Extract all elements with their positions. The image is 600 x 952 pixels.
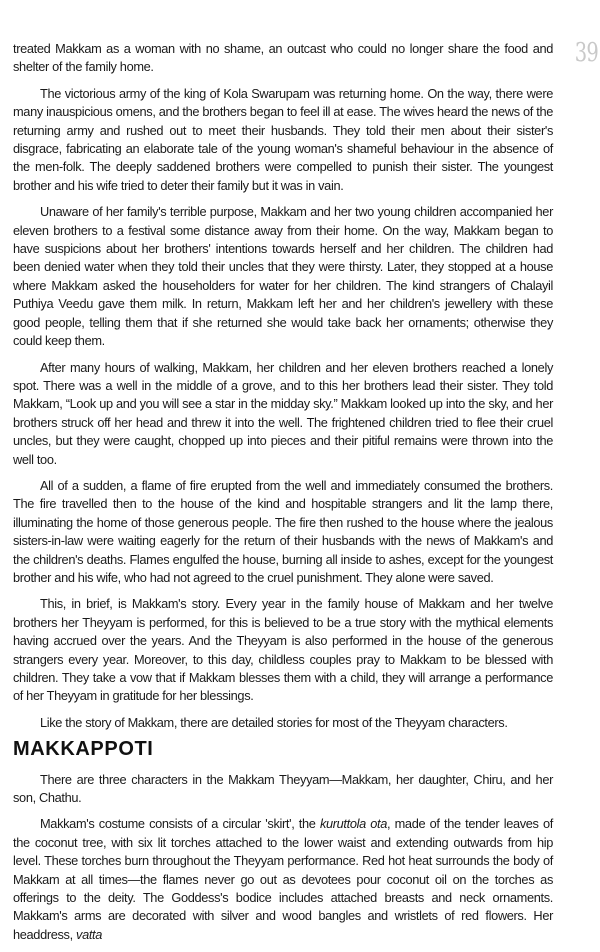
text-run: Makkam's costume consists of a circular 'skirt', the xyxy=(40,816,320,832)
paragraph: Unaware of her family's terrible purpose, Makkam and her two young children accompanied her eleven brothers to a festival some distance away from their home. On the way, Makkam began to have suspicions about her brothers' intentions towards herself and her children. The children had been denied water when they told their uncles that they were thirsty. Later, they stopped at a house where Makkam asked the householders for water for her children. The kind strangers of Chalayil Puthiya Veedu gave them milk. In return, Makkam left her and her children's jewellery with these good people, telling them that if she returned she would take back her ornaments; otherwise they could keep them. xyxy=(13,204,553,349)
italic-term: vatta xyxy=(76,926,103,942)
paragraph: The victorious army of the king of Kola Swarupam was returning home. On the way, there were many inauspicious omens, and the brothers began to feel ill at ease. The wives heard the news of the returning army and rushed out to meet their husbands. They told their men about their sister's disgrace, fabricating an elaborate tale of the young woman's shameful behaviour in the absence of the men-folk. The deeply saddened brothers were compelled to punish their sister. The youngest brother and his wife tried to deter their family but it was in vain. xyxy=(13,85,553,193)
italic-term: kuruttola ota xyxy=(319,816,388,832)
section-heading: MAKKAPPOTI xyxy=(13,738,154,761)
paragraph: This, in brief, is Makkam's story. Every year in the family house of Makkam and her twelve brothers her Theyyam is performed, for this is believed to be a true story with the mythical elements having accrued over the years. And the Theyyam is also performed in the house of the generous strangers every year. Moreover, to this day, childless couples pray to Makkam to be blessed with children. They take a vow that if Makkam blesses them with a child, they will arrange a performance of her Theyyam in gratitude for her blessings. xyxy=(13,596,553,704)
paragraph: Like the story of Makkam, there are detailed stories for most of the Theyyam characters. xyxy=(40,714,508,730)
paragraph: treated Makkam as a woman with no shame, an outcast who could no longer share the food and shelter of the family home. xyxy=(13,41,553,75)
page-number: 39 xyxy=(574,38,598,68)
body-text xyxy=(13,40,553,952)
paragraph: After many hours of walking, Makkam, her children and her eleven brothers reached a lonely spot. There was a well in the middle of a grove, and to this her brothers lead their sister. They told Makkam, “Look up and you will see a star in the midday sky.” Makkam looked up into the sky, and her brothers struck off her head and threw it into the well. The frightened children tried to flee their cruel uncles, but they were caught, chopped up into pieces and their pitiful remains were thrown into the well too. xyxy=(13,359,553,467)
text-run: , made of the tender leaves of the coconut tree, with six lit torches attached to the lower waist and extending outwards from hip level. These torches burn throughout the Theyyam performance. Red hot heat surrounds the body of Makkam at all times—the flames never go out as devotees pour coconut oil on the torches as offerings to the deity. The Goddess's bodice includes attached breasts and neck ornaments. Makkam's arms are decorated with silver and wood bangles and wristlets of red flowers. Her headdress, xyxy=(13,816,553,942)
paragraph: All of a sudden, a flame of fire erupted from the well and immediately consumed the brothers. The fire travelled then to the house of the kind and hospitable strangers and lit the lamp there, illuminating the home of those generous people. The fire then rushed to the house where the jealous sisters-in-law were waiting eagerly for the return of their husbands with the news of Makkam's and the children's deaths. Flames engulfed the house, burning all inside to ashes, except for the youngest brother and his wife, who had not agreed to the cruel punishment. They alone were saved. xyxy=(13,477,553,585)
paragraph xyxy=(13,815,553,944)
paragraph: There are three characters in the Makkam Theyyam—Makkam, her daughter, Chiru, and her son, Chathu. xyxy=(13,771,553,806)
